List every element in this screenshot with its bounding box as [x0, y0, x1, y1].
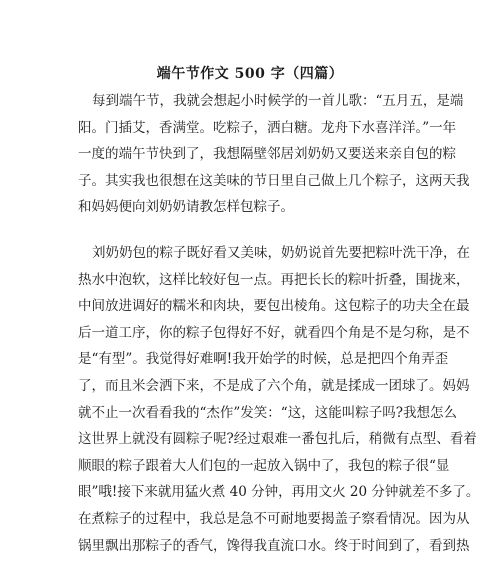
page-bottom-fade — [0, 555, 500, 565]
text-line: 眼”哦!接下来就用猛火煮 40 分钟，再用文火 20 分钟就差不多了。 — [78, 484, 480, 501]
text-line: 一度的端午节快到了，我想隔壁邻居刘奶奶又要送来亲自包的粽 — [78, 146, 456, 163]
text-line: 子。其实我也很想在这美味的节日里自己做上几个粽子，这两天我 — [78, 172, 470, 189]
paragraph-2 — [78, 240, 480, 559]
text-line: 锅里飘出那粽子的香气，馋得我直流口水。终于时间到了，看到热 — [78, 537, 470, 554]
paragraph-1 — [78, 88, 470, 221]
text-line: 和妈妈便向刘奶奶请教怎样包粽子。 — [78, 199, 294, 216]
text-line: 后一道工序，你的粽子包得好不好，就看四个角是不是匀称，是不 — [78, 324, 470, 341]
text-line: 在煮粽子的过程中，我总是急不可耐地要揭盖子察看情况。因为从 — [78, 510, 470, 527]
text-line: 中间放进调好的糯米和肉块，要包出棱角。这包粽子的功夫全在最 — [78, 298, 470, 315]
text-line: 阳。门插艾，香满堂。吃粽子，洒白糖。龙舟下水喜洋洋。”一年 — [78, 119, 457, 136]
document-title: 端午节作文 500 字（四篇） — [156, 66, 344, 82]
text-line: 就不止一次看看我的“杰作”发笑：“这，这能叫粽子吗?我想怎么 — [78, 404, 457, 421]
text-line: 了，而且米会洒下来，不是成了六个角，就是揉成一团球了。妈妈 — [78, 377, 470, 394]
text-line: 顺眼的粽子跟着大人们包的一起放入锅中了，我包的粽子很“显 — [78, 457, 450, 474]
text-line: 是“有型”。我觉得好难啊!我开始学的时候，总是把四个角弄歪 — [78, 351, 449, 368]
text-line: 刘奶奶包的粽子既好看又美味，奶奶说首先要把粽叶洗干净，在 — [92, 245, 470, 261]
text-line: 热水中泡软，这样比较好包一点。再把长长的粽叶折叠，围拢来， — [78, 271, 470, 288]
text-line: 这世界上就没有圆粽子呢?经过艰难一番包扎后，稍微有点型、看着 — [78, 431, 477, 448]
text-line: 每到端午节，我就会想起小时候学的一首儿歌：“五月五，是端 — [92, 93, 464, 109]
